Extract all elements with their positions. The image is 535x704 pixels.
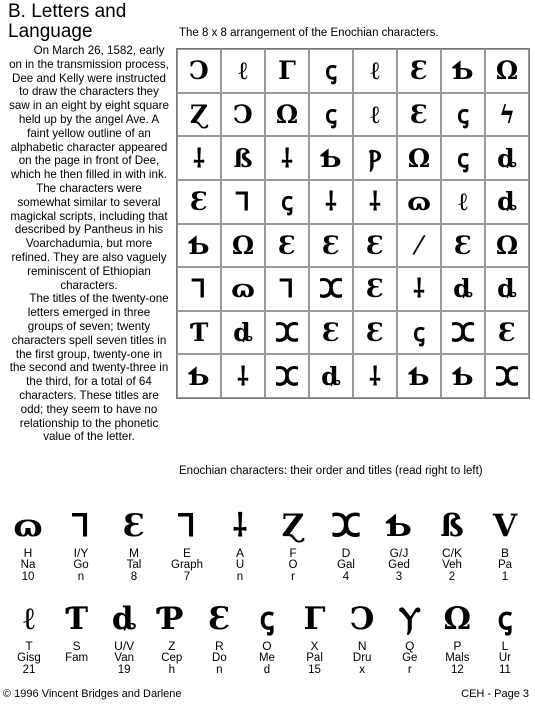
enochian-letter (434, 601, 480, 676)
grid-cell-character: Ɛ (353, 224, 397, 268)
enochian-letter (376, 508, 422, 583)
body-text (9, 44, 169, 444)
order-caption: Enochian characters: their order and titles (read right to left) (179, 465, 483, 477)
letter-title: Gisg (17, 652, 41, 664)
enochian-grid (176, 48, 530, 399)
letter-glyph: Ɛ (208, 601, 231, 637)
letter-title: Ur (498, 652, 511, 664)
letter-title: O (288, 559, 298, 571)
letter-title: Na (20, 559, 36, 571)
grid-cell-character: ȡ (485, 180, 529, 224)
character-row-bottom (0, 601, 528, 676)
letter-title: Me (258, 652, 275, 664)
letter-number: 4 (342, 571, 350, 583)
grid-cell-character: Ↄ (221, 93, 265, 137)
letter-glyph: ꞔ (259, 601, 275, 637)
letter-title: Tal (126, 559, 142, 571)
letter-number: 1 (501, 571, 509, 583)
grid-cell-character: Ƅ (441, 354, 485, 398)
letter-number: 2 (448, 571, 456, 583)
letter-glyph: ⵋ (331, 508, 361, 544)
letter-number: 7 (183, 571, 191, 583)
grid-cell-character: ⵋ (265, 311, 309, 355)
letter-glyph: ꓶ (72, 508, 90, 544)
grid-cell-character: Ƅ (177, 224, 221, 268)
letter-latin: Z (168, 639, 176, 653)
letter-latin: H (23, 546, 33, 560)
letter-glyph: Ɛ (122, 508, 146, 544)
grid-cell-character: ȡ (485, 267, 529, 311)
grid-cell-character: Ɛ (485, 311, 529, 355)
letter-title: Veh (442, 559, 462, 571)
letter-number: n (77, 571, 85, 583)
letter-latin: A (235, 546, 244, 560)
grid-cell-character: ꞔ (441, 136, 485, 180)
letter-number: 21 (22, 664, 36, 676)
grid-cell-character: Ɀ (177, 93, 221, 137)
grid-cell-character: ꞔ (397, 311, 441, 355)
letter-latin: U/V (114, 639, 135, 653)
grid-cell-character: ȡ (485, 136, 529, 180)
enochian-letter (6, 601, 52, 676)
letter-title: Ged (388, 559, 410, 571)
letter-number: 15 (308, 664, 321, 676)
grid-cell-character: ꞔ (441, 93, 485, 137)
letter-number: r (291, 571, 295, 583)
grid-cell-character: ℓ (441, 180, 485, 224)
grid-cell-character: ȡ (221, 311, 265, 355)
letter-glyph: Ƅ (385, 508, 413, 544)
letter-title: Graph (171, 559, 203, 571)
letter-number: 11 (498, 664, 511, 676)
grid-cell-character: Ɛ (309, 311, 353, 355)
grid-cell-character: Ω (485, 224, 529, 268)
letter-latin: P (453, 639, 462, 653)
grid-cell-character: ⸸ (353, 354, 397, 398)
letter-title: Cep (161, 652, 183, 664)
grid-cell-character: ꓶ (177, 267, 221, 311)
grid-cell-character: ⸸ (397, 267, 441, 311)
grid-cell-character: ɷ (221, 267, 265, 311)
letter-glyph: Ω (443, 601, 472, 637)
letter-number: x (359, 664, 366, 676)
grid-caption: The 8 x 8 arrangement of the Enochian characters. (179, 27, 439, 39)
grid-cell-character: Ƅ (177, 354, 221, 398)
grid-cell-character: Ω (397, 136, 441, 180)
letter-latin: S (72, 639, 81, 653)
letter-title: Pa (497, 559, 513, 571)
grid-cell-character: ℓ (353, 49, 397, 93)
grid-cell-character: ꞔ (265, 180, 309, 224)
enochian-letter (164, 508, 210, 583)
letter-number: n (216, 664, 223, 676)
letter-title: Ge (402, 652, 418, 664)
grid-cell-character: ⸸ (265, 136, 309, 180)
grid-cell-character: ⸸ (221, 354, 265, 398)
letter-number: d (263, 664, 271, 676)
letter-latin: I/Y (73, 546, 89, 560)
letter-number: 10 (21, 571, 35, 583)
grid-cell-character: Ƅ (397, 354, 441, 398)
grid-cell-character: ȡ (309, 354, 353, 398)
grid-cell-character: ⸸ (309, 180, 353, 224)
letter-glyph: Ⅴ (492, 508, 518, 544)
letter-title: Do (212, 652, 227, 664)
paragraph-2: The titles of the twenty-one letters emerged in three groups of seven; twenty characters spell seven titles in the first group, twenty-one in the second and twenty-three in the third, for a total of 64 characters. These titles are odd; they seem to have no relationship to the phonetic value of the letter. (9, 292, 169, 444)
grid-cell-character: ℓ (353, 93, 397, 137)
grid-cell-character: Ω (485, 49, 529, 93)
letter-title: Pal (306, 652, 323, 664)
grid-cell-character: Ⲣ (353, 136, 397, 180)
grid-cell-character: ꞔ (309, 49, 353, 93)
letter-latin: G/J (389, 546, 409, 560)
grid-cell-character: Ɛ (177, 180, 221, 224)
grid-cell-character: ꞔ (309, 93, 353, 137)
grid-cell-character: ꓶ (265, 267, 309, 311)
letter-glyph: ꓶ (178, 508, 196, 544)
letter-latin: E (182, 546, 191, 560)
enochian-letter (58, 508, 104, 583)
letter-glyph: ß (440, 508, 464, 544)
grid-cell-character: ⵋ (485, 354, 529, 398)
letter-latin: R (215, 639, 224, 653)
grid-cell-character: ℓ (221, 49, 265, 93)
enochian-letter (111, 508, 157, 583)
enochian-letter (5, 508, 51, 583)
grid-cell-character: Ɛ (397, 93, 441, 137)
letter-latin: N (357, 639, 367, 653)
grid-cell-character: ɷ (397, 180, 441, 224)
grid-cell-character: Ω (265, 93, 309, 137)
letter-latin: M (129, 546, 139, 560)
letter-title: Gal (337, 559, 355, 571)
grid-cell-character: Ↄ (177, 49, 221, 93)
grid-cell-character: ȡ (441, 267, 485, 311)
letter-title: Fam (65, 652, 89, 664)
grid-cell-character: Ƭ (177, 311, 221, 355)
letter-latin: Q (405, 639, 415, 653)
enochian-letter (429, 508, 475, 583)
section-heading: B. Letters and Language (8, 1, 127, 42)
grid-cell-character: ⸸ (353, 180, 397, 224)
grid-cell-character: Ɛ (397, 49, 441, 93)
letter-latin: L (501, 639, 509, 653)
grid-cell-character: ⸸ (177, 136, 221, 180)
letter-latin: T (25, 639, 33, 653)
letter-glyph: Ɀ (281, 508, 305, 544)
letter-glyph: Ↄ (349, 601, 375, 637)
letter-glyph: ɷ (13, 508, 43, 544)
grid-cell-character: Ɛ (309, 224, 353, 268)
grid-cell-character: Ƅ (309, 136, 353, 180)
grid-cell-character: ꓶ (221, 180, 265, 224)
letter-latin: X (310, 639, 319, 653)
grid-cell-character: ⵋ (309, 267, 353, 311)
grid-cell-character: ß (221, 136, 265, 180)
grid-cell-character: Ɛ (441, 224, 485, 268)
letter-latin: D (341, 546, 351, 560)
enochian-letter (482, 508, 528, 583)
grid-cell-character: Ɛ (353, 267, 397, 311)
letter-number: 3 (395, 571, 403, 583)
letter-number: n (236, 571, 244, 583)
letter-glyph: Ƥ (160, 601, 184, 637)
letter-latin: C/K (441, 546, 462, 560)
letter-number: h (168, 664, 175, 676)
enochian-letter (270, 508, 316, 583)
enochian-letter (54, 601, 100, 676)
enochian-letter (244, 601, 290, 676)
grid-cell-character: ⁄ (397, 224, 441, 268)
grid-cell-character: Ƅ (441, 49, 485, 93)
enochian-letter (149, 601, 195, 676)
enochian-letter (339, 601, 385, 676)
letter-latin: B (500, 546, 509, 560)
letter-title: Mals (445, 652, 470, 664)
grid-cell-character: Ɛ (265, 224, 309, 268)
letter-glyph: ꞔ (497, 601, 513, 637)
letter-glyph: ȡ (111, 601, 137, 637)
letter-title: Dru (352, 652, 372, 664)
grid-cell-character: Ω (221, 224, 265, 268)
paragraph-1: On March 26, 1582, early on in the transmission process, Dee and Kelly were instructed to draw the characters they saw in an eight by eight square held up by the angel Ave. A faint yellow outline of an alphabetic character appeared on the page in front of Dee, which he then filled in with ink. The characters were somewhat similar to several magickal scripts, including that described by Pantheus in his Voarchadumia, but more refined. They are also vaguely reminiscent of Ethiopian characters. (9, 44, 169, 292)
letter-title: Van (114, 652, 134, 664)
enochian-letter (323, 508, 369, 583)
letter-number: 8 (130, 571, 138, 583)
page-label: CEH - Page 3 (461, 688, 529, 700)
letter-latin: F (289, 546, 297, 560)
letter-glyph: ⸸ (232, 508, 248, 544)
enochian-letter (387, 601, 433, 676)
enochian-letter (292, 601, 338, 676)
letter-glyph: Ƭ (65, 601, 89, 637)
enochian-letter (101, 601, 147, 676)
letter-title: Go (73, 559, 89, 571)
letter-glyph: Ⲩ (398, 601, 421, 637)
grid-cell-character: ϟ (485, 93, 529, 137)
character-row-top (0, 508, 528, 583)
letter-latin: O (262, 639, 272, 653)
letter-number: 19 (117, 664, 131, 676)
letter-glyph: Γ (303, 601, 326, 637)
grid-cell-character: ⵋ (441, 311, 485, 355)
letter-title: U (235, 559, 245, 571)
enochian-letter (196, 601, 242, 676)
grid-cell-character: Γ (265, 49, 309, 93)
enochian-letter (217, 508, 263, 583)
letter-glyph: ℓ (23, 601, 35, 637)
letter-number: r (407, 664, 412, 676)
letter-number: 12 (450, 664, 464, 676)
copyright: © 1996 Vincent Bridges and Darlene (3, 688, 182, 700)
enochian-letter (482, 601, 528, 676)
grid-cell-character: ⵋ (265, 354, 309, 398)
grid-cell-character: Ɛ (353, 311, 397, 355)
